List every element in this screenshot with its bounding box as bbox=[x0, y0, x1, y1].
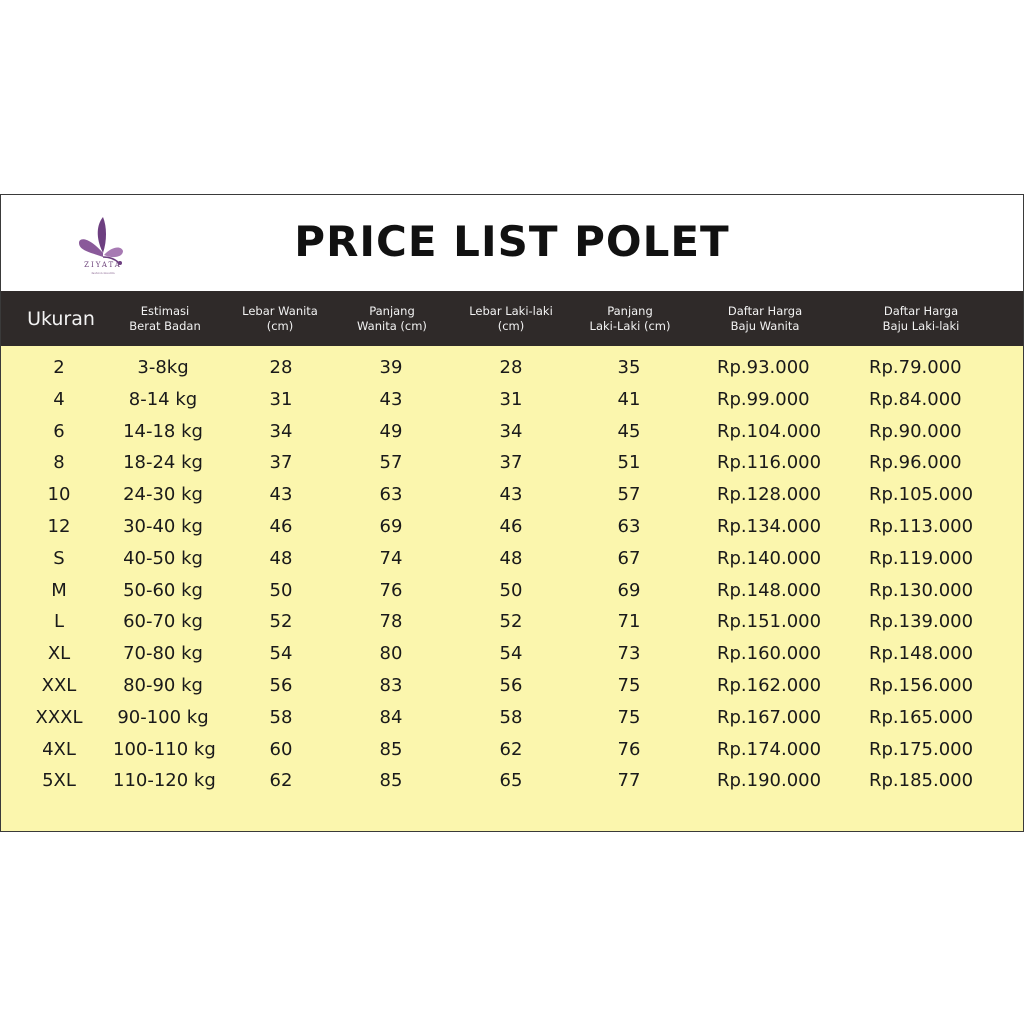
cell-panjang-wanita: 76 bbox=[379, 579, 403, 601]
cell-harga-wanita: Rp.160.000 bbox=[717, 643, 822, 665]
cell-panjang-laki: 57 bbox=[617, 484, 641, 506]
cell-estimasi-berat: 50-60 kg bbox=[123, 579, 203, 601]
cell-harga-wanita: Rp.99.000 bbox=[717, 388, 810, 410]
cell-harga-laki: Rp.79.000 bbox=[869, 357, 962, 378]
cell-ukuran: S bbox=[53, 547, 65, 569]
cell-panjang-wanita: 69 bbox=[379, 516, 403, 537]
header-panjang-laki: Panjang Laki-Laki (cm) bbox=[589, 303, 671, 333]
cell-panjang-wanita: 39 bbox=[379, 357, 403, 378]
cell-lebar-laki: 34 bbox=[499, 420, 523, 442]
cell-lebar-wanita: 43 bbox=[269, 484, 293, 506]
cell-panjang-wanita: 43 bbox=[379, 388, 403, 410]
cell-panjang-wanita: 85 bbox=[379, 770, 403, 792]
cell-estimasi-berat: 18-24 kg bbox=[123, 452, 203, 474]
cell-lebar-laki: 28 bbox=[499, 357, 523, 378]
cell-harga-laki: Rp.130.000 bbox=[869, 579, 974, 601]
cell-lebar-laki: 46 bbox=[499, 516, 523, 537]
table-row bbox=[1, 606, 1023, 638]
cell-ukuran: M bbox=[51, 579, 67, 601]
cell-ukuran: 8 bbox=[53, 452, 65, 474]
cell-harga-wanita: Rp.174.000 bbox=[717, 738, 822, 760]
cell-panjang-laki: 77 bbox=[617, 770, 641, 792]
cell-harga-wanita: Rp.128.000 bbox=[717, 484, 822, 506]
cell-lebar-laki: 52 bbox=[499, 611, 523, 633]
cell-lebar-wanita: 48 bbox=[269, 547, 293, 569]
table-row bbox=[1, 765, 1023, 797]
cell-panjang-wanita: 74 bbox=[379, 547, 403, 569]
cell-panjang-laki: 35 bbox=[617, 357, 641, 378]
cell-panjang-wanita: 80 bbox=[379, 643, 403, 665]
cell-estimasi-berat: 40-50 kg bbox=[123, 547, 203, 569]
cell-panjang-wanita: 83 bbox=[379, 675, 403, 696]
cell-harga-wanita: Rp.162.000 bbox=[717, 675, 822, 696]
cell-ukuran: 12 bbox=[47, 516, 71, 537]
cell-estimasi-berat: 60-70 kg bbox=[123, 611, 203, 633]
cell-harga-laki: Rp.84.000 bbox=[869, 388, 962, 410]
cell-ukuran: 2 bbox=[53, 357, 65, 378]
cell-lebar-wanita: 60 bbox=[269, 738, 293, 760]
cell-harga-wanita: Rp.167.000 bbox=[717, 706, 822, 728]
table-row bbox=[1, 638, 1023, 670]
cell-harga-laki: Rp.96.000 bbox=[869, 452, 962, 474]
cell-estimasi-berat: 24-30 kg bbox=[123, 484, 203, 506]
cell-estimasi-berat: 14-18 kg bbox=[123, 420, 203, 442]
cell-ukuran: 4XL bbox=[42, 738, 76, 760]
table-row bbox=[1, 511, 1023, 543]
cell-lebar-laki: 37 bbox=[499, 452, 523, 474]
cell-panjang-wanita: 63 bbox=[379, 484, 403, 506]
cell-lebar-laki: 54 bbox=[499, 643, 523, 665]
cell-lebar-wanita: 56 bbox=[269, 675, 293, 696]
cell-panjang-laki: 75 bbox=[617, 706, 641, 728]
cell-harga-laki: Rp.119.000 bbox=[869, 547, 974, 569]
table-body bbox=[1, 346, 1023, 831]
cell-estimasi-berat: 30-40 kg bbox=[123, 516, 203, 537]
cell-panjang-laki: 51 bbox=[617, 452, 641, 474]
table-header bbox=[1, 291, 1023, 346]
title-area bbox=[1, 195, 1023, 291]
cell-lebar-wanita: 28 bbox=[269, 357, 293, 378]
cell-ukuran: XXL bbox=[41, 675, 77, 696]
brand-tagline: fashion muslim bbox=[91, 271, 115, 275]
cell-estimasi-berat: 70-80 kg bbox=[123, 643, 203, 665]
price-list-card bbox=[0, 194, 1024, 832]
cell-lebar-laki: 56 bbox=[499, 675, 523, 696]
cell-lebar-wanita: 50 bbox=[269, 579, 293, 601]
cell-harga-laki: Rp.105.000 bbox=[869, 484, 974, 506]
cell-estimasi-berat: 8-14 kg bbox=[128, 388, 198, 410]
cell-estimasi-berat: 110-120 kg bbox=[113, 770, 216, 792]
cell-estimasi-berat: 80-90 kg bbox=[123, 675, 203, 696]
cell-lebar-wanita: 52 bbox=[269, 611, 293, 633]
cell-estimasi-berat: 100-110 kg bbox=[113, 738, 216, 760]
header-panjang-wanita: Panjang Wanita (cm) bbox=[357, 303, 427, 333]
table-row bbox=[1, 416, 1023, 448]
cell-panjang-wanita: 78 bbox=[379, 611, 403, 633]
cell-harga-laki: Rp.156.000 bbox=[869, 675, 974, 696]
cell-lebar-laki: 48 bbox=[499, 547, 523, 569]
cell-panjang-laki: 67 bbox=[617, 547, 641, 569]
cell-panjang-wanita: 85 bbox=[379, 738, 403, 760]
table-row bbox=[1, 352, 1023, 384]
cell-harga-laki: Rp.113.000 bbox=[869, 516, 974, 537]
cell-lebar-laki: 50 bbox=[499, 579, 523, 601]
cell-lebar-laki: 62 bbox=[499, 738, 523, 760]
cell-lebar-wanita: 46 bbox=[269, 516, 293, 537]
cell-harga-wanita: Rp.151.000 bbox=[717, 611, 822, 633]
cell-harga-laki: Rp.165.000 bbox=[869, 706, 974, 728]
cell-panjang-laki: 45 bbox=[617, 420, 641, 442]
cell-panjang-laki: 75 bbox=[617, 675, 641, 696]
cell-lebar-laki: 31 bbox=[499, 388, 523, 410]
cell-ukuran: 5XL bbox=[42, 770, 76, 792]
cell-lebar-wanita: 54 bbox=[269, 643, 293, 665]
cell-panjang-laki: 76 bbox=[617, 738, 641, 760]
cell-lebar-wanita: 62 bbox=[269, 770, 293, 792]
header-estimasi-berat: Estimasi Berat Badan bbox=[129, 303, 201, 333]
header-harga-wanita: Daftar Harga Baju Wanita bbox=[727, 303, 803, 333]
cell-lebar-laki: 43 bbox=[499, 484, 523, 506]
header-ukuran: Ukuran bbox=[27, 307, 95, 330]
cell-harga-wanita: Rp.140.000 bbox=[717, 547, 822, 569]
cell-panjang-laki: 63 bbox=[617, 516, 641, 537]
cell-harga-wanita: Rp.190.000 bbox=[717, 770, 822, 792]
cell-harga-wanita: Rp.134.000 bbox=[717, 516, 822, 537]
table-row bbox=[1, 447, 1023, 479]
cell-panjang-wanita: 49 bbox=[379, 420, 403, 442]
cell-lebar-wanita: 58 bbox=[269, 706, 293, 728]
cell-panjang-wanita: 84 bbox=[379, 706, 403, 728]
cell-ukuran: XL bbox=[47, 643, 71, 665]
cell-panjang-laki: 69 bbox=[617, 579, 641, 601]
table-row bbox=[1, 670, 1023, 702]
cell-harga-laki: Rp.139.000 bbox=[869, 611, 974, 633]
cell-lebar-wanita: 34 bbox=[269, 420, 293, 442]
table-row bbox=[1, 384, 1023, 416]
table-row bbox=[1, 543, 1023, 575]
cell-harga-wanita: Rp.148.000 bbox=[717, 579, 822, 601]
header-harga-laki: Daftar Harga Baju Laki-laki bbox=[882, 303, 960, 333]
cell-harga-wanita: Rp.104.000 bbox=[717, 420, 822, 442]
cell-lebar-wanita: 37 bbox=[269, 452, 293, 474]
cell-ukuran: XXXL bbox=[35, 706, 83, 728]
table-row bbox=[1, 702, 1023, 734]
cell-panjang-laki: 71 bbox=[617, 611, 641, 633]
cell-ukuran: 4 bbox=[53, 388, 65, 410]
table-row bbox=[1, 479, 1023, 511]
cell-harga-laki: Rp.148.000 bbox=[869, 643, 974, 665]
cell-ukuran: 6 bbox=[53, 420, 65, 442]
page-title: PRICE LIST POLET bbox=[294, 217, 730, 266]
cell-harga-laki: Rp.185.000 bbox=[869, 770, 974, 792]
header-lebar-laki: Lebar Laki-laki (cm) bbox=[469, 303, 553, 333]
cell-estimasi-berat: 90-100 kg bbox=[117, 706, 209, 728]
cell-lebar-wanita: 31 bbox=[269, 388, 293, 410]
cell-ukuran: L bbox=[53, 611, 65, 633]
table-row bbox=[1, 575, 1023, 607]
cell-harga-wanita: Rp.116.000 bbox=[717, 452, 822, 474]
cell-panjang-laki: 41 bbox=[617, 388, 641, 410]
cell-estimasi-berat: 3-8kg bbox=[137, 357, 189, 378]
brand-name: ZIYATA bbox=[84, 261, 122, 269]
cell-lebar-laki: 65 bbox=[499, 770, 523, 792]
cell-panjang-wanita: 57 bbox=[379, 452, 403, 474]
header-lebar-wanita: Lebar Wanita (cm) bbox=[242, 303, 318, 333]
cell-harga-wanita: Rp.93.000 bbox=[717, 357, 810, 378]
cell-lebar-laki: 58 bbox=[499, 706, 523, 728]
cell-panjang-laki: 73 bbox=[617, 643, 641, 665]
table-row bbox=[1, 734, 1023, 766]
cell-ukuran: 10 bbox=[47, 484, 71, 506]
cell-harga-laki: Rp.175.000 bbox=[869, 738, 974, 760]
cell-harga-laki: Rp.90.000 bbox=[869, 420, 962, 442]
